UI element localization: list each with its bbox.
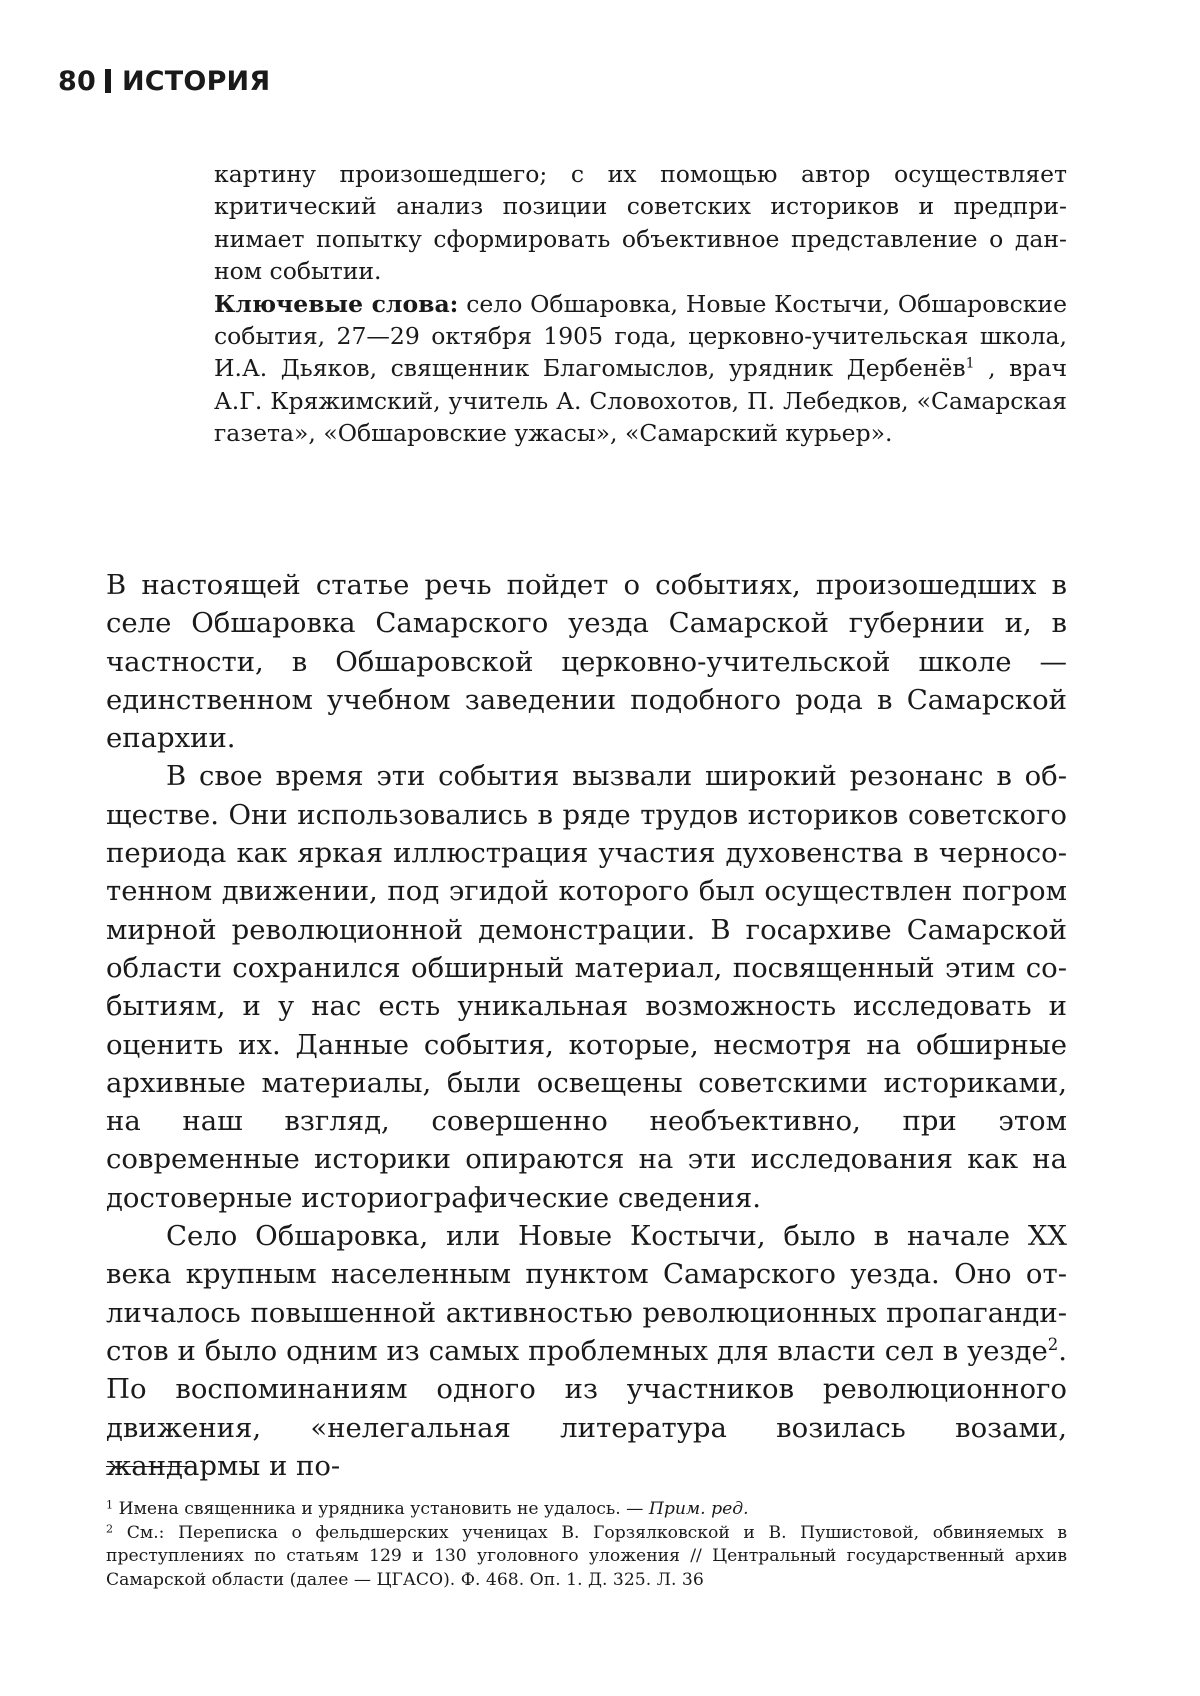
header-separator-bar	[105, 69, 111, 93]
body-paragraph-3-part1: Село Обшаровка, или Новые Костычи, было в начале XX века крупным населенным пунктом Самарского уезда. Оно отличалось повышенной активностью революционных пропагандистов и было одним из самых проблемных для власти сел в уезде	[106, 1220, 1067, 1367]
footnotes-block	[106, 1498, 1067, 1592]
footnote-separator	[106, 1466, 190, 1467]
abstract-block	[214, 158, 1067, 450]
footnote-2-mark: 2	[106, 1521, 114, 1535]
footnote-2	[106, 1522, 1067, 1593]
abstract-text: картину произошедшего; с их помощью автор осуществляет критический анализ позиции советских историков и предпринимает попытку сформировать объективное представление о данном событии.	[214, 160, 1067, 286]
footnote-1-text: Имена священника и урядника установить не удалось. —	[113, 1499, 649, 1519]
footnote-ref-2[interactable]: 2	[1047, 1335, 1059, 1355]
running-header	[58, 62, 270, 102]
footnote-2-text: См.: Переписка о фельдшерских ученицах В. Горзялковской и В. Пушистовой, обвиняемых в преступлениях по статьям 129 и 130 уголовного уложения // Центральный государственный архив Самарской области (далее — ЦГАСО). Ф. 468. Оп. 1. Д. 325. Л. 36	[106, 1522, 1067, 1590]
footnote-1-editor-note: Прим. ред.	[648, 1499, 749, 1519]
article-body	[106, 566, 1067, 1485]
footnote-1	[106, 1498, 1067, 1522]
footnote-1-mark: 1	[106, 1498, 114, 1512]
keywords-label: Ключевые слова:	[214, 289, 459, 318]
keywords-text-part1: село Обшаровка, Новые Костычи, Обшаровские события, 27—29 октября 1905 года, церковно-учительская школа, И.А. Дьяков, священник Благомыслов, урядник Дербенёв	[214, 289, 1067, 383]
body-paragraph-1: В настоящей статье речь пойдет о событиях, произошедших в селе Обшаровка Самарского уезда Самарской губернии и, в частности, в Обшаровской церковно-учительской школе — единственном учебном заведении подобного рода в Самарской епархии.	[106, 569, 1067, 755]
body-paragraph-2: В свое время эти события вызвали широкий резонанс в обществе. Они использовались в ряде трудов историков советского периода как яркая иллюстрация участия духовенства в черносотенном движении, под эгидой которого был осуществлен погром мирной революционной демонстрации. В госархиве Самарской области сохранился обширный материал, посвященный этим событиям, и у нас есть уникальная возможность исследовать и оценить их. Данные события, которые, несмотря на обширные архивные материалы, были освещены советскими историками, на наш взгляд, совершенно необъективно, при этом современные историки опираются на эти исследования как на достоверные историографические сведения.	[106, 760, 1067, 1214]
body-paragraph-3-part2: . По воспоминаниям одного из участников революционного движения, «нелегальная литература возилась возами, жандармы и по-	[106, 1334, 1067, 1482]
keywords-text-part2: , врач А.Г. Кряжимский, учитель А. Словохотов, П. Лебедков, «Самарская газета», «Обшаровские ужасы», «Самарский курьер».	[214, 354, 1068, 448]
keywords-paragraph	[214, 288, 1067, 450]
footnote-ref-1[interactable]: 1	[965, 355, 975, 372]
page-number: 80	[58, 66, 96, 97]
section-title: ИСТОРИЯ	[121, 66, 271, 97]
body-paragraph-3	[106, 1217, 1067, 1485]
